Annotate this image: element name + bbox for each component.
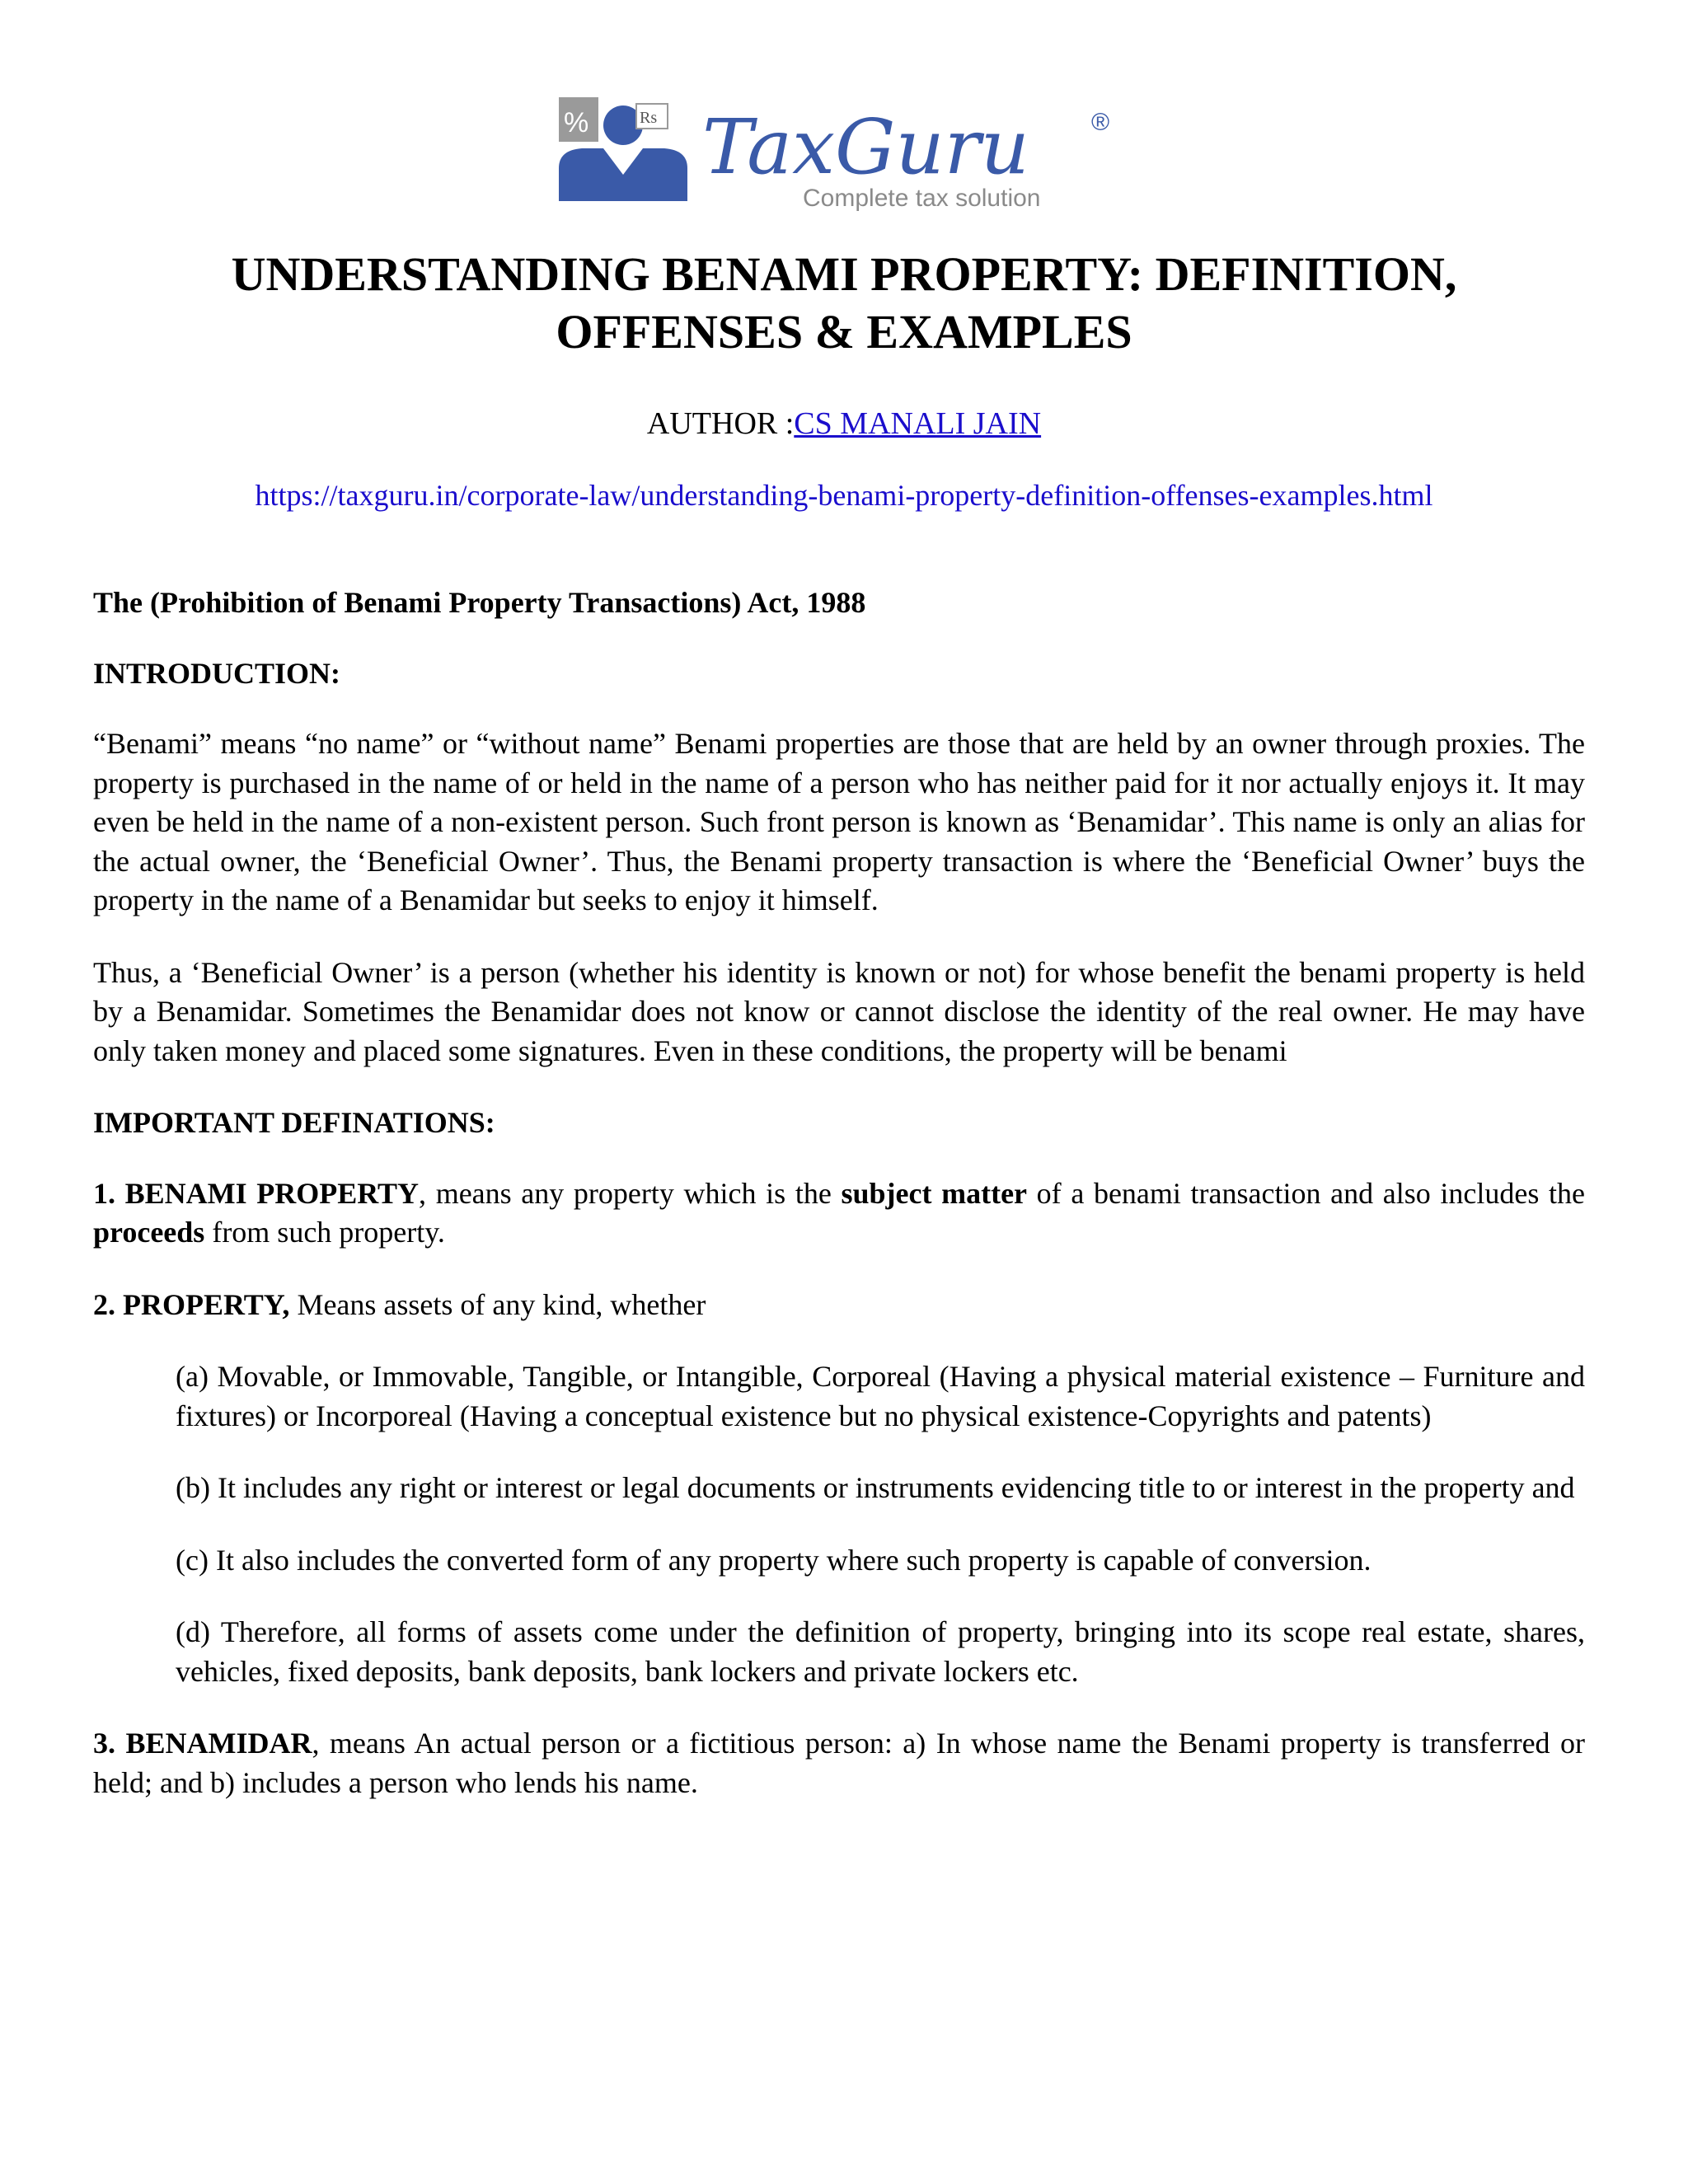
- logo-brand-text: TaxGuru: [702, 103, 1029, 191]
- author-link[interactable]: CS MANALI JAIN: [794, 406, 1042, 441]
- definition-1-text-1: , means any property which is the: [419, 1176, 842, 1210]
- intro-heading: INTRODUCTION:: [93, 656, 341, 690]
- source-url-line: [93, 476, 1595, 514]
- taxguru-logo[interactable]: [557, 92, 1126, 216]
- logo-person-legs: [598, 175, 648, 201]
- definitions-heading: IMPORTANT DEFINATIONS:: [93, 1106, 495, 1139]
- author-line: [93, 404, 1595, 443]
- definition-benami-property: [93, 1174, 1585, 1253]
- logo-registered-mark: ®: [1091, 109, 1110, 136]
- definition-2-term: 2. PROPERTY,: [93, 1287, 290, 1321]
- property-clause-b: (b) It includes any right or interest or legal documents or instruments evidencing title to or interest in the property and: [176, 1471, 1575, 1504]
- definition-property: [93, 1286, 1585, 1325]
- logo-rs-text: Rs: [640, 109, 658, 127]
- definition-2-text: Means assets of any kind, whether: [289, 1287, 706, 1321]
- title-line-1: UNDERSTANDING BENAMI PROPERTY: DEFINITION,: [231, 247, 1457, 301]
- title-line-2: OFFENSES & EXAMPLES: [556, 305, 1132, 359]
- definition-1-term: 1. BENAMI PROPERTY: [93, 1176, 420, 1210]
- logo-badge-percent: %: [564, 107, 589, 138]
- property-clause-d: (d) Therefore, all forms of assets come under the definition of property, bringing into its scope real estate, shares, vehicles, fixed deposits, bank deposits, bank lockers and private lockers etc.: [176, 1615, 1585, 1688]
- definition-3-term: 3. BENAMIDAR: [93, 1727, 312, 1760]
- definition-1-text-3: from such property.: [204, 1216, 445, 1249]
- property-clause-c: (c) It also includes the converted form of any property where such property is capable of conversion.: [176, 1543, 1372, 1577]
- definition-benamidar: [93, 1724, 1585, 1802]
- act-heading: The (Prohibition of Benami Property Transactions) Act, 1988: [93, 586, 866, 619]
- author-label: AUTHOR :: [646, 406, 795, 441]
- source-url-link[interactable]: https://taxguru.in/corporate-law/understanding-benami-property-definition-offenses-examples.html: [255, 479, 1433, 512]
- definition-1-text-2: of a benami transaction and also includes the: [1027, 1176, 1585, 1210]
- intro-paragraph-2: Thus, a ‘Beneficial Owner’ is a person (whether his identity is known or not) for whose benefit the benami property is held by a Benamidar. Sometimes the Benamidar does not know or cannot disclose the identity of the real owner. He may have only taken money and placed some signatures. Even in these conditions, the property will be benami: [93, 955, 1585, 1067]
- definition-3-text: , means An actual person or a fictitious person: a) In whose name the Benami property is transferred or held; and b) includes a person who lends his name.: [93, 1727, 1585, 1799]
- intro-paragraph-1: “Benami” means “no name” or “without name” Benami properties are those that are held by an owner through proxies. The property is purchased in the name of or held in the name of a person who has neither paid for it nor actually enjoys it. It may even be held in the name of a non-existent person. Such front person is known as ‘Benamidar’. This name is only an alias for the actual owner, the ‘Beneficial Owner’. Thus, the Benami property transaction is where the ‘Beneficial Owner’ buys the property in the name of a Benamidar but seeks to enjoy it himself.: [93, 727, 1585, 916]
- page-title: [93, 246, 1595, 361]
- article-body: [93, 583, 1585, 1835]
- definition-1-bold-1: subject matter: [841, 1176, 1028, 1210]
- property-clause-a: (a) Movable, or Immovable, Tangible, or Intangible, Corporeal (Having a physical material existence – Furniture and fixtures) or Incorporeal (Having a conceptual existence but no physical existence-Copyrights and patents): [176, 1360, 1585, 1432]
- definition-1-bold-2: proceeds: [93, 1216, 205, 1249]
- logo-tagline: Complete tax solution: [803, 185, 1041, 212]
